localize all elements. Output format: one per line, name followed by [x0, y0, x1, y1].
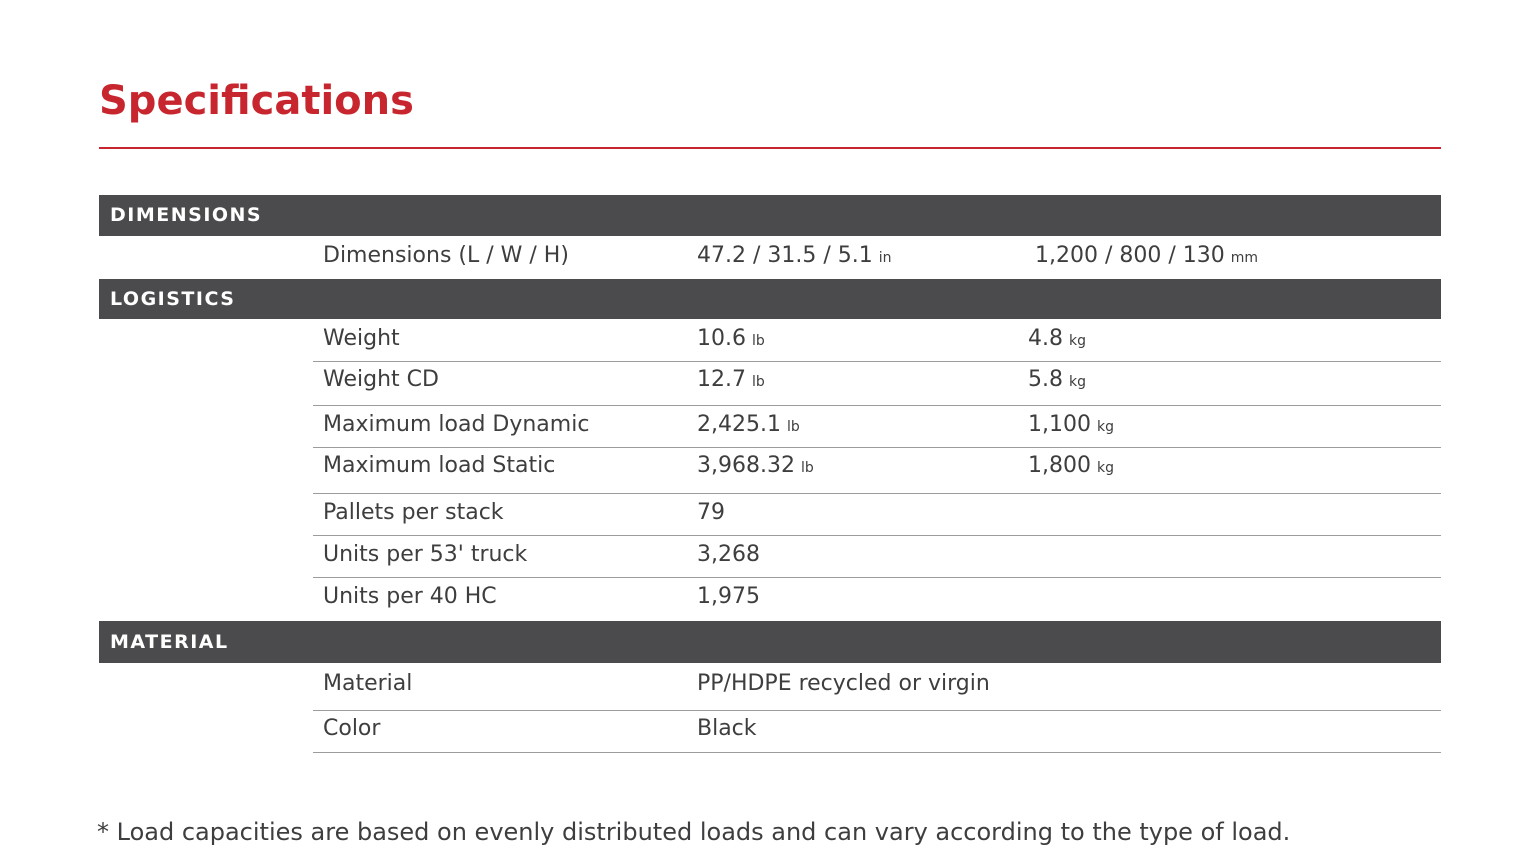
value-text: 2,425.1 [697, 412, 781, 437]
unit-text: kg [1096, 419, 1114, 435]
spec-row-color [313, 711, 1441, 753]
spec-value-imperial [697, 412, 800, 437]
unit-text: in [878, 250, 892, 266]
spec-value-imperial [697, 453, 814, 478]
spec-value: PP/HDPE recycled or virgin [697, 671, 990, 696]
title-divider [99, 147, 1441, 149]
unit-text: lb [786, 419, 800, 435]
spec-row-dimensions [313, 236, 1441, 279]
spec-value-metric [1028, 326, 1086, 351]
spec-row-units-per-truck [313, 536, 1441, 578]
spec-table [99, 195, 1441, 753]
spec-label: Maximum load Static [323, 453, 556, 478]
value-text: 5.8 [1028, 367, 1063, 392]
spec-value: Black [697, 716, 757, 741]
unit-text: mm [1230, 250, 1259, 266]
spec-row-max-load-dynamic [313, 406, 1441, 448]
value-text: 4.8 [1028, 326, 1063, 351]
unit-text: lb [751, 374, 765, 390]
spec-row-material [313, 663, 1441, 711]
section-header-logistics: LOGISTICS [99, 279, 1441, 319]
spec-label: Weight [323, 326, 400, 351]
spec-label: Units per 40 HC [323, 584, 497, 609]
value-text: 1,200 / 800 / 130 [1035, 243, 1225, 268]
spec-value-metric [1028, 412, 1114, 437]
value-text: 1,100 [1028, 412, 1091, 437]
spec-label: Maximum load Dynamic [323, 412, 590, 437]
spec-label: Dimensions (L / W / H) [323, 243, 569, 268]
spec-label: Pallets per stack [323, 500, 504, 525]
spec-value: 1,975 [697, 584, 760, 609]
spec-value-imperial [697, 243, 892, 268]
spec-label: Material [323, 671, 413, 696]
spec-label: Units per 53' truck [323, 542, 528, 567]
unit-text: lb [751, 333, 765, 349]
footnote: * Load capacities are based on evenly distributed loads and can vary according to the type of load. [97, 818, 1291, 846]
value-text: 10.6 [697, 326, 746, 351]
value-text: 47.2 / 31.5 / 5.1 [697, 243, 873, 268]
page-title: Specifications [99, 78, 414, 124]
spec-label: Color [323, 716, 381, 741]
unit-text: kg [1069, 374, 1086, 390]
spec-row-max-load-static [313, 448, 1441, 494]
spec-value-metric [1035, 243, 1258, 268]
section-header-dimensions: DIMENSIONS [99, 195, 1441, 236]
unit-text: lb [800, 460, 814, 476]
value-text: 3,968.32 [697, 453, 795, 478]
unit-text: kg [1096, 460, 1114, 476]
spec-value-metric [1028, 367, 1086, 392]
spec-row-weight [313, 319, 1441, 362]
unit-text: kg [1069, 333, 1086, 349]
spec-value: 79 [697, 500, 725, 525]
spec-row-pallets-per-stack [313, 494, 1441, 536]
spec-value-imperial [697, 367, 765, 392]
value-text: 1,800 [1028, 453, 1091, 478]
spec-row-units-per-40hc [313, 578, 1441, 621]
spec-label: Weight CD [323, 367, 439, 392]
section-header-material: MATERIAL [99, 621, 1441, 663]
spec-row-weight-cd [313, 362, 1441, 406]
value-text: 12.7 [697, 367, 746, 392]
spec-value-imperial [697, 326, 765, 351]
spec-value: 3,268 [697, 542, 760, 567]
spec-value-metric [1028, 453, 1114, 478]
